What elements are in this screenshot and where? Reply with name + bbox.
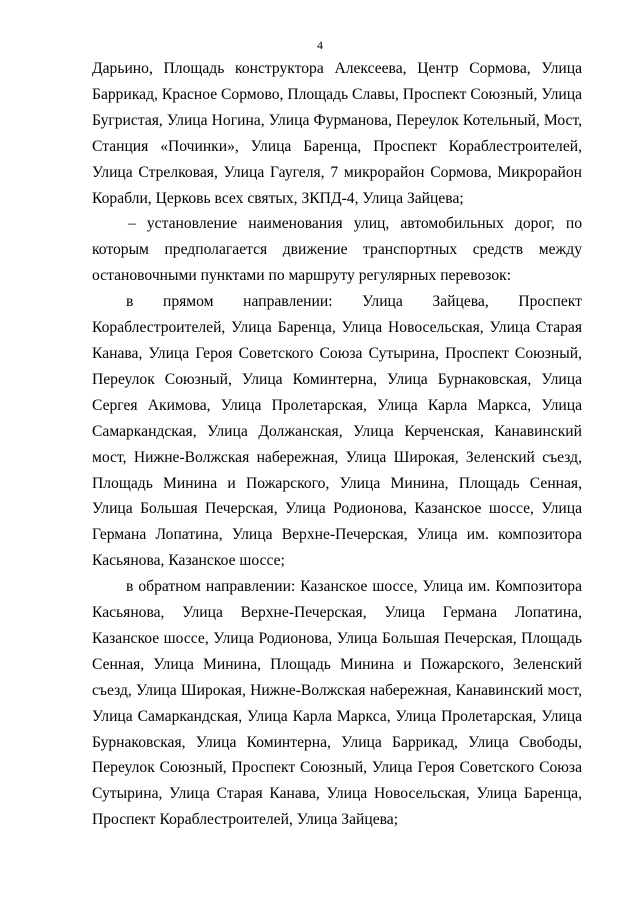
paragraph-streets-intro: – установление наименования улиц, автомобильных дорог, по которым предполагается движение транспортных средств между остановочными пунктами по маршруту регулярных перевозок: (92, 215, 582, 285)
paragraph-stops-continuation: Дарьино, Площадь конструктора Алексеева, Центр Сормова, Улица Баррикад, Красное Сормово, Площадь Славы, Проспект Союзный, Улица Бугристая, Улица Ногина, Улица Фурманова, Переулок Котельный, Мост, Станция «Починки», Улица Баренца, Проспект Кораблестроителей, Улица Стрелковая, Улица Гаугеля, 7 микрорайон Сормова, Микрорайон Корабли, Церковь всех святых, ЗКПД-4, Улица Зайцева; (92, 60, 582, 207)
page-number: 4 (317, 38, 323, 52)
paragraph-reverse-direction: в обратном направлении: Казанское шоссе, Улица им. Композитора Касьянова, Улица Верхне-Печерская, Улица Германа Лопатина, Казанское шоссе, Улица Родионова, Улица Большая Печерская, Площадь Сенная, Улица Минина, Площадь Минина и Пожарского, Зеленский съезд, Улица Широкая, Нижне-Волжская набережная, Канавинский мост, Улица Самаркандская, Улица Карла Маркса, Улица Пролетарская, Улица Бурнаковская, Улица Коминтерна, Улица Баррикад, Улица Свободы, Переулок Союзный, Проспект Союзный, Улица Героя Советского Союза Сутырина, Улица Старая Канава, Улица Новосельская, Улица Баренца, Проспект Кораблестроителей, Улица Зайцева; (92, 578, 582, 829)
paragraph-forward-direction: в прямом направлении: Улица Зайцева, Проспект Кораблестроителей, Улица Баренца, Улица Новосельская, Улица Старая Канава, Улица Героя Советского Союза Сутырина, Проспект Союзный, Переулок Союзный, Улица Коминтерна, Улица Бурнаковская, Улица Сергея Акимова, Улица Пролетарская, Улица Карла Маркса, Улица Самаркандская, Улица Должанская, Улица Керченская, Канавинский мост, Нижне-Волжская набережная, Улица Широкая, Зеленский съезд, Площадь Минина и Пожарского, Улица Минина, Площадь Сенная, Улица Большая Печерская, Улица Родионова, Казанское шоссе, Улица Германа Лопатина, Улица Верхне-Печерская, Улица им. композитора Касьянова, Казанское шоссе; (92, 293, 582, 570)
document-body (92, 56, 582, 833)
